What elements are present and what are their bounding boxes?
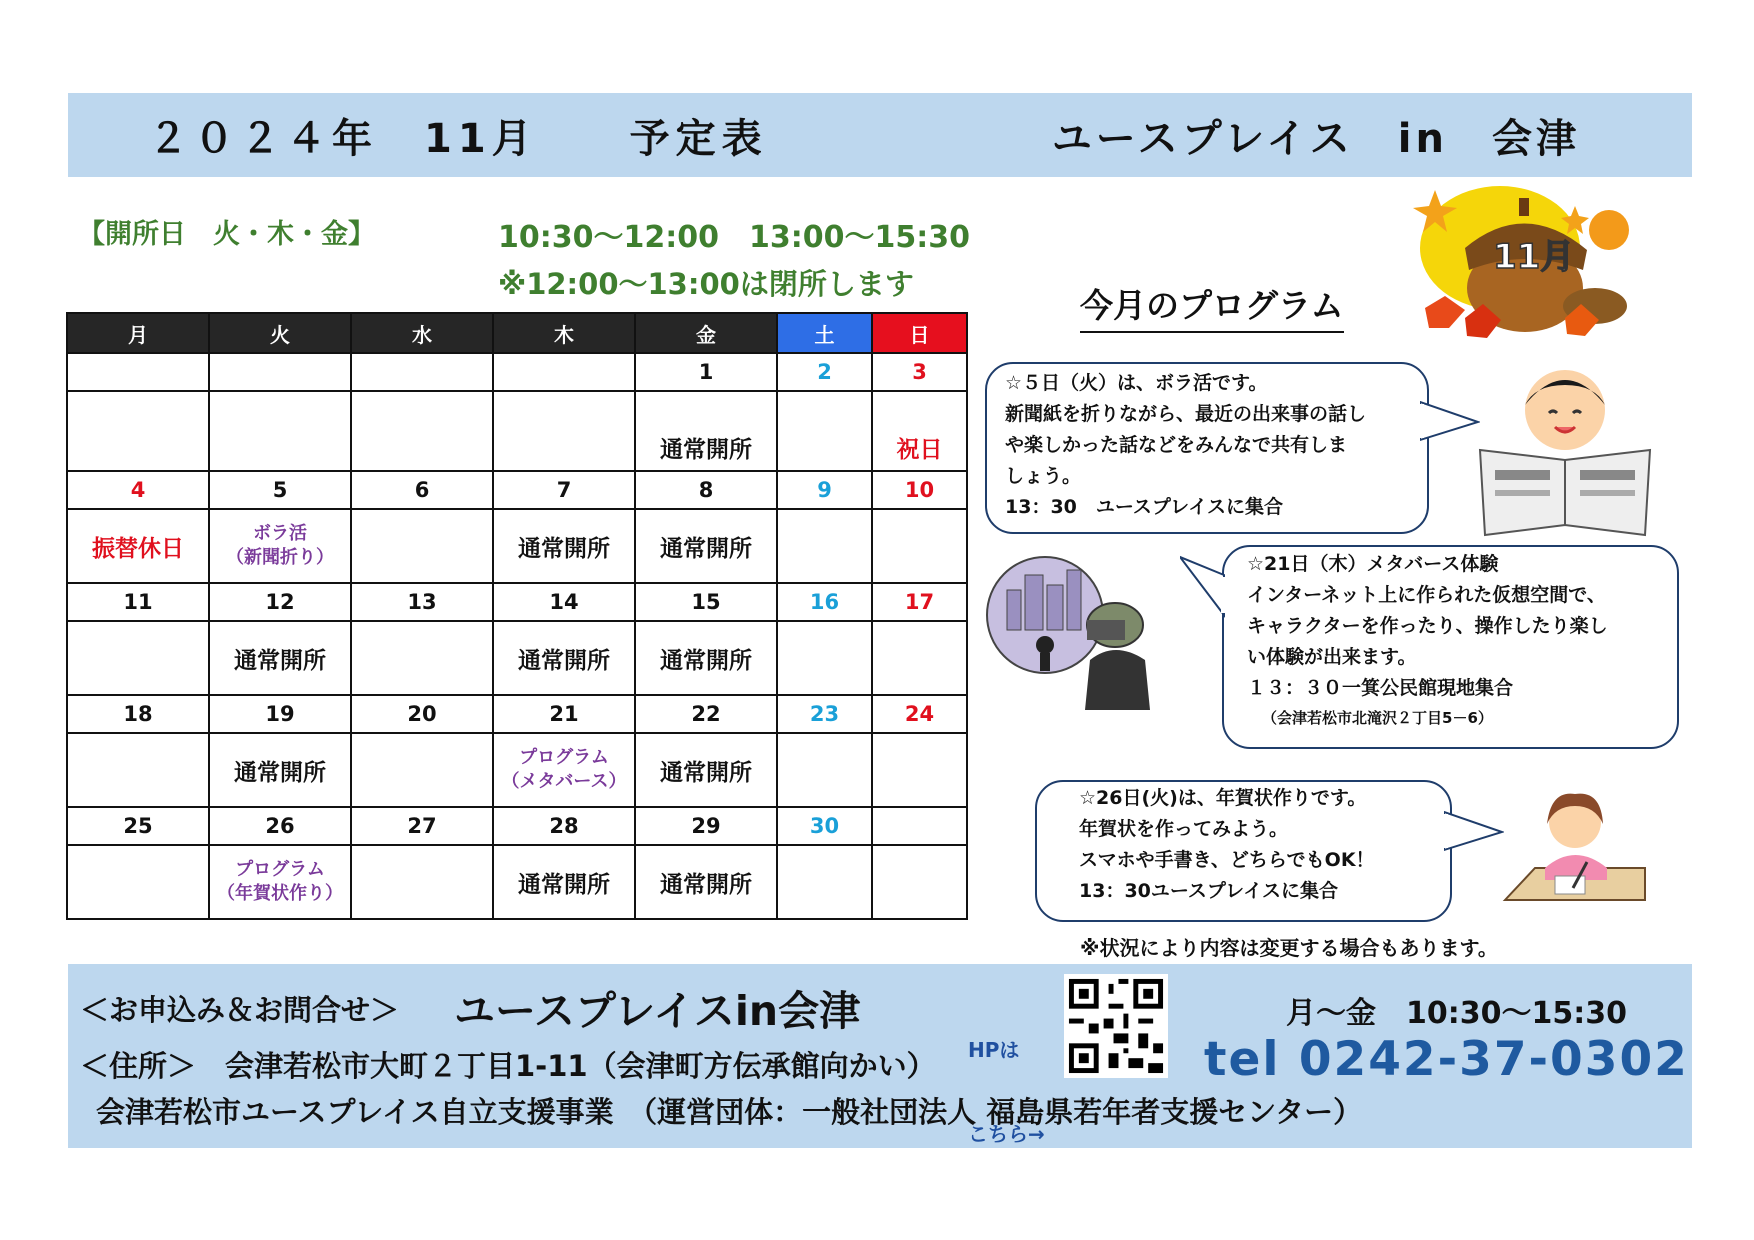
date-cell: [209, 353, 351, 391]
contact-label: ＜お申込み＆お問合せ＞: [80, 993, 400, 1027]
footer-project: 会津若松市ユースプレイス自立支援事業 （運営団体：一般社団法人 福島県若年者支援センター）: [96, 1095, 1363, 1129]
week-5-dates: [67, 807, 967, 845]
newspaper-boy-icon: [1475, 355, 1655, 545]
event-cell: [493, 391, 635, 471]
program-line: ☆21日（木）メタバース体験: [1247, 553, 1499, 575]
date-cell: 4: [67, 471, 209, 509]
event-cell: 通常開所: [493, 509, 635, 583]
event-cell: [777, 733, 872, 807]
program-line: しょう。: [1005, 465, 1082, 487]
weekday-wed: 水: [351, 313, 493, 353]
metaverse-vr-icon: [985, 540, 1155, 715]
event-cell: [777, 509, 872, 583]
org-name: ユースプレイス in 会津: [1051, 116, 1580, 162]
date-cell: 13: [351, 583, 493, 621]
program-3-text: [1079, 783, 1375, 907]
weekday-tue: 火: [209, 313, 351, 353]
acorn-badge-text: 11月: [1493, 237, 1575, 277]
event-cell: [67, 391, 209, 471]
date-cell: 3: [872, 353, 967, 391]
date-cell: [493, 353, 635, 391]
date-cell: [67, 353, 209, 391]
event-cell: [777, 621, 872, 695]
event-cell: プログラム （メタバース）: [493, 733, 635, 807]
program-line: 新聞紙を折りながら、最近の出来事の話し: [1005, 403, 1367, 425]
event-cell: [872, 509, 967, 583]
event-cell: [777, 845, 872, 919]
bubble-1-tail: [1420, 400, 1480, 450]
date-cell: 9: [777, 471, 872, 509]
event-cell: プログラム （年賀状作り）: [209, 845, 351, 919]
open-days: 【開所日 火・木・金】: [78, 219, 375, 250]
date-cell: 22: [635, 695, 777, 733]
date-cell: 5: [209, 471, 351, 509]
date-cell: 23: [777, 695, 872, 733]
event-cell: 祝日: [872, 391, 967, 471]
closed-note: ※12:00～13:00は閉所します: [498, 267, 914, 301]
bubble-2-tail: [1180, 555, 1226, 635]
date-cell: 15: [635, 583, 777, 621]
date-cell: 6: [351, 471, 493, 509]
week-1-events: [67, 391, 967, 471]
program-line: ☆26日(火)は、年賀状作りです。: [1079, 787, 1367, 809]
date-cell: 17: [872, 583, 967, 621]
week-2-events: [67, 509, 967, 583]
event-cell: 通常開所: [635, 733, 777, 807]
date-cell: 18: [67, 695, 209, 733]
program-1-text: [1005, 368, 1366, 523]
event-cell: [351, 509, 493, 583]
weekday-sun: 日: [872, 313, 967, 353]
weekday-fri: 金: [635, 313, 777, 353]
program-2-text: [1247, 549, 1608, 704]
week-4-events: [67, 733, 967, 807]
date-cell: 21: [493, 695, 635, 733]
caution-note: ※状況により内容は変更する場合もあります。: [1080, 936, 1498, 960]
program-line: ☆５日（火）は、ボラ活です。: [1005, 372, 1268, 394]
date-cell: 2: [777, 353, 872, 391]
event-cell: [67, 733, 209, 807]
weekday-sat: 土: [777, 313, 872, 353]
footer-hours: 月～金 10:30～15:30: [1286, 996, 1627, 1031]
week-3-dates: [67, 583, 967, 621]
date-cell: 29: [635, 807, 777, 845]
event-cell: [351, 733, 493, 807]
program-line: キャラクターを作ったり、操作したり楽し: [1247, 615, 1608, 637]
date-cell: 28: [493, 807, 635, 845]
event-cell: [872, 621, 967, 695]
program-line: 13：30ユースプレイスに集合: [1079, 880, 1339, 902]
hp-label: HPは: [968, 1038, 1020, 1062]
footer-address: ＜住所＞ 会津若松市大町２丁目1-11（会津町方伝承館向かい）: [80, 1049, 936, 1083]
writing-girl-icon: [1495, 790, 1655, 910]
date-cell: [351, 353, 493, 391]
footer-band: [68, 964, 1692, 1148]
event-cell: 通常開所: [635, 621, 777, 695]
date-cell: 25: [67, 807, 209, 845]
event-cell: 通常開所: [493, 845, 635, 919]
program-line: １３：３０一箕公民館現地集合: [1247, 677, 1514, 699]
program-line: スマホや手書き、どちらでもOK！: [1079, 849, 1375, 871]
event-cell: ボラ活 （新聞折り）: [209, 509, 351, 583]
event-cell: [872, 733, 967, 807]
week-4-dates: [67, 695, 967, 733]
event-cell: [351, 621, 493, 695]
event-cell: [67, 621, 209, 695]
open-hours: 10:30～12:00 13:00～15:30: [498, 220, 970, 255]
program-2-address: （会津若松市北滝沢２丁目5－6）: [1262, 709, 1493, 727]
event-cell: 通常開所: [209, 733, 351, 807]
weekday-header-row: [67, 313, 967, 353]
date-cell: 8: [635, 471, 777, 509]
qr-code-icon[interactable]: [1064, 974, 1168, 1078]
event-cell: [351, 391, 493, 471]
calendar-table: [66, 312, 968, 920]
event-cell: 通常開所: [635, 391, 777, 471]
date-cell: 27: [351, 807, 493, 845]
date-cell: 7: [493, 471, 635, 509]
week-1-dates: [67, 353, 967, 391]
event-cell: 通常開所: [635, 845, 777, 919]
weekday-thu: 木: [493, 313, 635, 353]
header-band: [68, 93, 1692, 177]
week-3-events: [67, 621, 967, 695]
event-cell: [351, 845, 493, 919]
event-cell: 通常開所: [493, 621, 635, 695]
footer-org-name: ユースプレイスin会津: [454, 987, 861, 1035]
date-cell: 11: [67, 583, 209, 621]
event-cell: 通常開所: [209, 621, 351, 695]
event-cell: 通常開所: [635, 509, 777, 583]
date-cell: 12: [209, 583, 351, 621]
date-cell: 14: [493, 583, 635, 621]
date-cell: 26: [209, 807, 351, 845]
date-cell: [872, 807, 967, 845]
date-cell: 30: [777, 807, 872, 845]
event-cell: 振替休日: [67, 509, 209, 583]
program-title: 今月のプログラム: [1080, 280, 1344, 333]
date-cell: 24: [872, 695, 967, 733]
program-line: 13：30 ユースプレイスに集合: [1005, 496, 1284, 518]
date-cell: 19: [209, 695, 351, 733]
week-5-events: [67, 845, 967, 919]
date-cell: 1: [635, 353, 777, 391]
event-cell: [67, 845, 209, 919]
event-cell: [209, 391, 351, 471]
page-title: ２０２４年 11月 予定表: [148, 116, 768, 162]
hp-arrow-label: こちら→: [968, 1122, 1045, 1146]
program-line: インターネット上に作られた仮想空間で、: [1247, 584, 1606, 606]
weekday-mon: 月: [67, 313, 209, 353]
event-cell: [872, 845, 967, 919]
date-cell: 10: [872, 471, 967, 509]
date-cell: 16: [777, 583, 872, 621]
acorn-icon: [1405, 178, 1655, 343]
date-cell: 20: [351, 695, 493, 733]
event-cell: [777, 391, 872, 471]
footer-tel[interactable]: tel 0242-37-0302: [1204, 1032, 1689, 1087]
program-line: 年賀状を作ってみよう。: [1079, 818, 1289, 840]
program-line: や楽しかった話などをみんなで共有しま: [1005, 434, 1348, 456]
week-2-dates: [67, 471, 967, 509]
program-line: い体験が出来ます。: [1247, 646, 1417, 668]
